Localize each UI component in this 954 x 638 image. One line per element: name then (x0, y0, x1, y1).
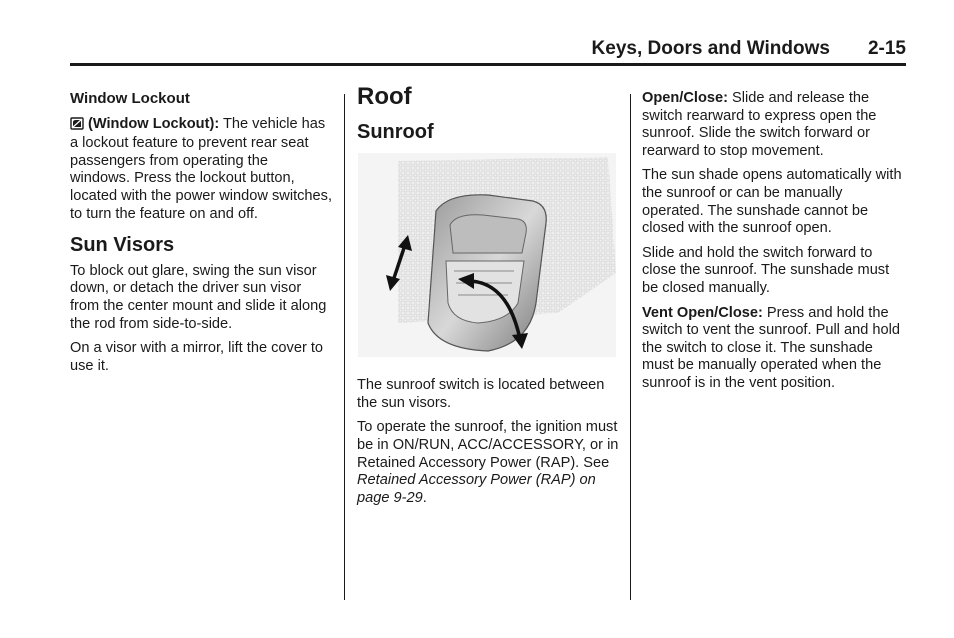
vent-label: Vent Open/Close: (642, 304, 763, 321)
page-header (70, 38, 906, 62)
vent-paragraph (642, 305, 906, 393)
sunroof-ignition-text: To operate the sunroof, the ignition must be in ON/RUN, ACC/ACCESSORY, or in Retained Accessory Power (RAP). See (357, 419, 619, 471)
sunroof-switch-illustration (358, 153, 616, 357)
header-rule (70, 63, 906, 66)
page-number: 2-15 (867, 38, 906, 59)
sunroof-location-paragraph: The sunroof switch is located between the sun visors. (357, 377, 605, 411)
sun-visors-paragraph-2: On a visor with a mirror, lift the cover to use it. (70, 340, 324, 374)
sun-visors-heading: Sun Visors (70, 234, 175, 257)
rap-reference-link[interactable]: Retained Accessory Power (RAP) on page 9-29 (357, 472, 596, 506)
column-3 (642, 90, 906, 400)
open-close-label: Open/Close: (642, 90, 728, 106)
window-lockout-icon (70, 117, 84, 136)
open-close-paragraph (642, 90, 906, 160)
close-sunroof-paragraph: Slide and hold the switch forward to close the sunroof. The sunshade must be closed manually. (642, 244, 890, 296)
roof-heading: Roof (357, 83, 412, 110)
sunroof-ignition-paragraph (357, 419, 619, 507)
sunshade-paragraph: The sun shade opens automatically with the sunroof or can be manually operated. The sunshade cannot be closed with the sunroof open. (642, 167, 902, 237)
column-2 (357, 83, 619, 514)
column-1 (70, 90, 332, 382)
open-close-text: Slide and release the switch rearward to express open the sunroof. Slide the switch forward or rearward to stop movement. (642, 90, 877, 159)
vent-text: Press and hold the switch to vent the sunroof. Pull and hold the switch to close it. The sunshade must be manually operated when the sunroof is in the vent position. (642, 304, 900, 391)
window-lockout-label: (Window Lockout): (88, 115, 220, 132)
window-lockout-heading: Window Lockout (70, 90, 190, 107)
sunroof-ignition-end: . (422, 489, 427, 506)
column-divider-1 (344, 94, 345, 600)
window-lockout-text: The vehicle has a lockout feature to prevent rear seat passengers from operating the windows. Press the lockout button, located with the power window switches, to turn the feature on and off. (70, 115, 333, 222)
sunroof-heading: Sunroof (357, 120, 434, 143)
section-title: Keys, Doors and Windows (591, 38, 830, 59)
sun-visors-paragraph-1: To block out glare, swing the sun visor down, or detach the driver sun visor from the center mount and slide it along the rod from side-to-side. (70, 262, 327, 332)
column-divider-2 (630, 94, 631, 600)
window-lockout-paragraph (70, 116, 332, 224)
